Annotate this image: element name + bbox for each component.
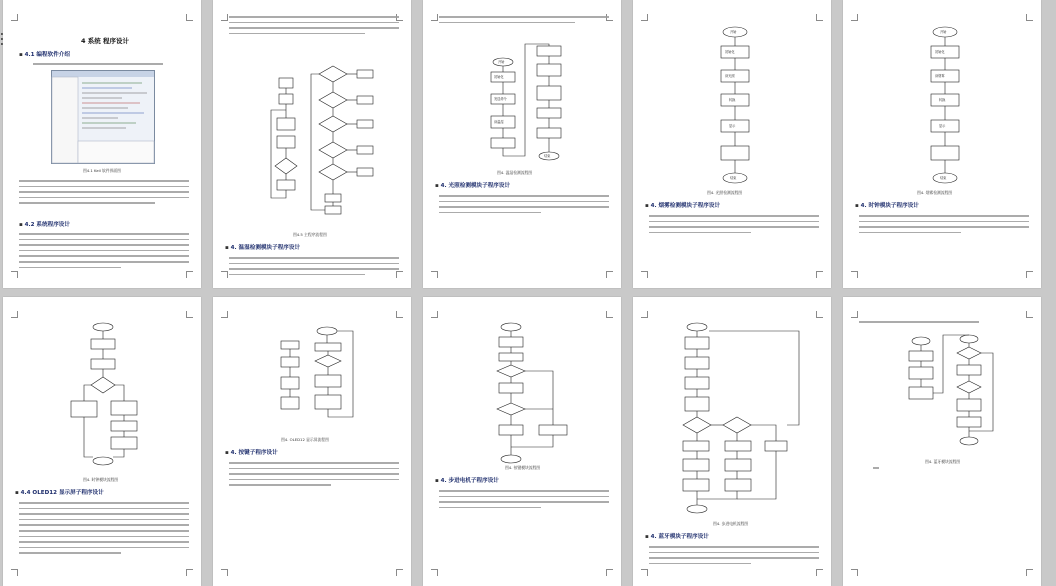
section-heading: ▪ 4. 烟雾检测模块子程序设计 [645,201,720,209]
document-page[interactable] [423,0,621,288]
document-page[interactable] [3,0,201,288]
motor-flowchart [669,321,809,521]
section-heading: ▪ 4.1 编程软件介绍 [19,50,70,58]
figure-caption: 图4. 时钟模块流程图 [83,477,119,482]
figure-caption: 图4. 步进电机流程图 [713,521,749,526]
document-page[interactable] [843,297,1041,586]
svg-text:结束: 结束 [544,154,551,158]
figure-caption: 图4. OLED12 显示屏流程图 [281,437,329,442]
document-page[interactable] [633,297,831,586]
section-heading: ▪ 4. 按键子程序设计 [225,448,278,456]
keil-screenshot [51,70,155,164]
figure-caption: 图4. 光照检测流程图 [707,190,743,195]
light-flowchart [705,22,765,192]
svg-text:显示: 显示 [939,124,946,128]
svg-text:转换: 转换 [729,98,736,102]
smoke-flowchart [915,22,975,192]
oled-flowchart [271,321,381,431]
section-heading: ▪ 4. 时钟模块子程序设计 [855,201,919,209]
svg-text:结束: 结束 [730,176,737,180]
clock-flowchart [57,319,177,469]
svg-text:转换: 转换 [939,98,946,102]
svg-text:读光照: 读光照 [725,74,735,78]
document-page[interactable] [843,0,1041,288]
svg-text:初始化: 初始化 [935,50,945,54]
figure-caption: 图4. 按键模块流程图 [505,465,541,470]
svg-text:读烟雾: 读烟雾 [935,74,945,78]
section-heading: ▪ 4.4 OLED12 显示屏子程序设计 [15,488,104,496]
section-heading: ▪ 4. 步进电机子程序设计 [435,476,499,484]
svg-text:显示: 显示 [729,124,736,128]
figure-caption: 图4. 温湿检测流程图 [497,170,533,175]
document-page[interactable] [213,297,411,586]
svg-text:初始化: 初始化 [494,75,504,79]
main-flowchart [267,58,387,218]
humidity-flowchart [483,40,603,170]
section-heading: ▪ 4. 光照检测模块子程序设计 [435,181,510,189]
svg-text:开始: 开始 [498,60,505,64]
figure-caption: 图4.1 Keil 软件界面图 [83,168,121,173]
section-heading: ▪ 4. 蓝牙模块子程序设计 [645,532,709,540]
figure-caption: 图4.5 主程序流程图 [293,232,327,237]
document-page[interactable] [213,0,411,288]
document-page[interactable] [3,297,201,586]
section-heading: ▪ 4. 温湿检测模块子程序设计 [225,243,300,251]
document-page[interactable] [423,297,621,586]
svg-text:读温湿: 读温湿 [494,120,504,124]
svg-text:初始化: 初始化 [725,50,735,54]
svg-text:结束: 结束 [940,176,947,180]
svg-text:开始: 开始 [940,30,947,34]
document-page[interactable] [633,0,831,288]
svg-text:开始: 开始 [730,30,737,34]
figure-caption: 图4. 蓝牙模块流程图 [925,459,961,464]
svg-text:发送命令: 发送命令 [494,97,507,101]
chapter-heading: 4 系统 程序设计 [81,37,130,45]
bluetooth-flowchart [903,333,1013,453]
section-heading: ▪ 4.2 系统程序设计 [19,220,70,228]
key-flowchart [481,319,591,469]
figure-caption: 图4. 烟雾检测流程图 [917,190,953,195]
